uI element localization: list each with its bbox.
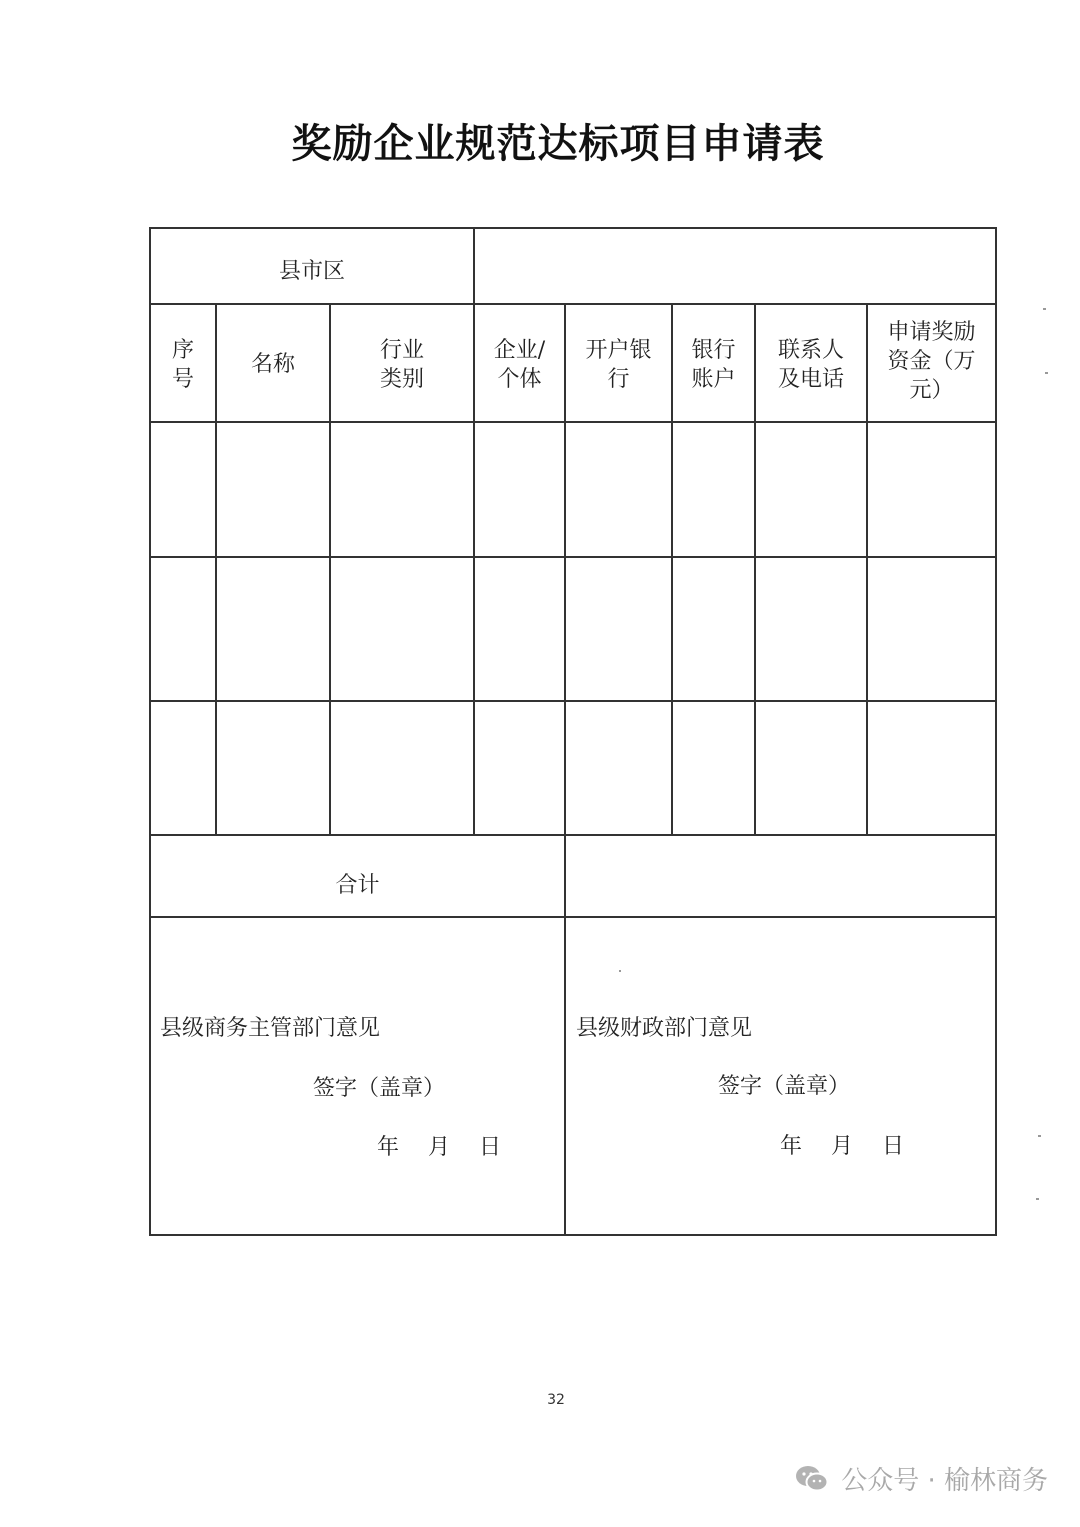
county-label: 县市区 xyxy=(278,259,345,284)
table-border-top xyxy=(149,227,997,229)
header-bank-line1: 开户银 xyxy=(585,338,652,363)
header-contact xyxy=(756,336,866,394)
scan-speck xyxy=(1038,1135,1041,1137)
finance-date-label: 年 月 日 xyxy=(780,1134,904,1159)
commerce-date-label: 年 月 日 xyxy=(377,1135,501,1160)
county-row-divider xyxy=(149,303,997,305)
finance-signature-label: 签字（盖章） xyxy=(718,1074,851,1099)
header-bank-account-line2: 账户 xyxy=(691,367,736,392)
header-contact-line2: 及电话 xyxy=(777,367,844,392)
header-serial-number xyxy=(151,336,215,394)
header-serial-number-line1: 序 xyxy=(171,338,194,363)
col-divider-4 xyxy=(564,303,566,1236)
header-name-line1: 名称 xyxy=(250,352,295,377)
header-requested-funds-line3: 元） xyxy=(909,378,954,403)
header-bank-line2: 行 xyxy=(607,367,630,392)
header-requested-funds-line1: 申请奖励 xyxy=(887,320,976,345)
header-bank xyxy=(566,336,671,394)
commerce-opinion-label: 县级商务主管部门意见 xyxy=(160,1016,381,1041)
row-2-divider xyxy=(149,700,997,702)
header-entity-type-line2: 个体 xyxy=(497,367,542,392)
table-border-right xyxy=(995,227,997,1236)
watermark xyxy=(795,1460,1048,1497)
header-requested-funds-line2: 资金（万 xyxy=(887,349,976,374)
header-entity-type xyxy=(475,336,564,394)
header-row-divider xyxy=(149,421,997,423)
commerce-signature-label: 签字（盖章） xyxy=(313,1076,446,1101)
scan-speck xyxy=(1036,1198,1039,1200)
header-industry xyxy=(331,336,473,394)
form-title: 奖励企业规范达标项目申请表 xyxy=(291,121,825,167)
table-border-bottom xyxy=(149,1234,997,1236)
header-industry-line1: 行业 xyxy=(379,338,424,363)
total-row-divider xyxy=(149,916,997,918)
header-requested-funds xyxy=(868,318,995,405)
header-industry-line2: 类别 xyxy=(379,367,424,392)
page-number: 32 xyxy=(547,1392,565,1408)
header-serial-number-line2: 号 xyxy=(171,367,194,392)
scan-speck xyxy=(1043,308,1046,310)
wechat-icon xyxy=(795,1464,829,1494)
header-name xyxy=(217,350,329,379)
scan-speck xyxy=(619,970,621,972)
header-bank-account-line1: 银行 xyxy=(691,338,736,363)
county-divider xyxy=(473,227,475,836)
header-contact-line1: 联系人 xyxy=(777,338,844,363)
col-divider-1 xyxy=(215,303,217,836)
watermark-text: 公众号 · 榆林商务 xyxy=(841,1466,1048,1496)
scan-speck xyxy=(1045,372,1048,374)
total-label: 合计 xyxy=(335,873,380,898)
header-entity-type-line1: 企业/ xyxy=(493,338,546,363)
row-1-divider xyxy=(149,556,997,558)
header-bank-account xyxy=(673,336,754,394)
row-3-divider xyxy=(149,834,997,836)
finance-opinion-label: 县级财政部门意见 xyxy=(576,1016,753,1041)
